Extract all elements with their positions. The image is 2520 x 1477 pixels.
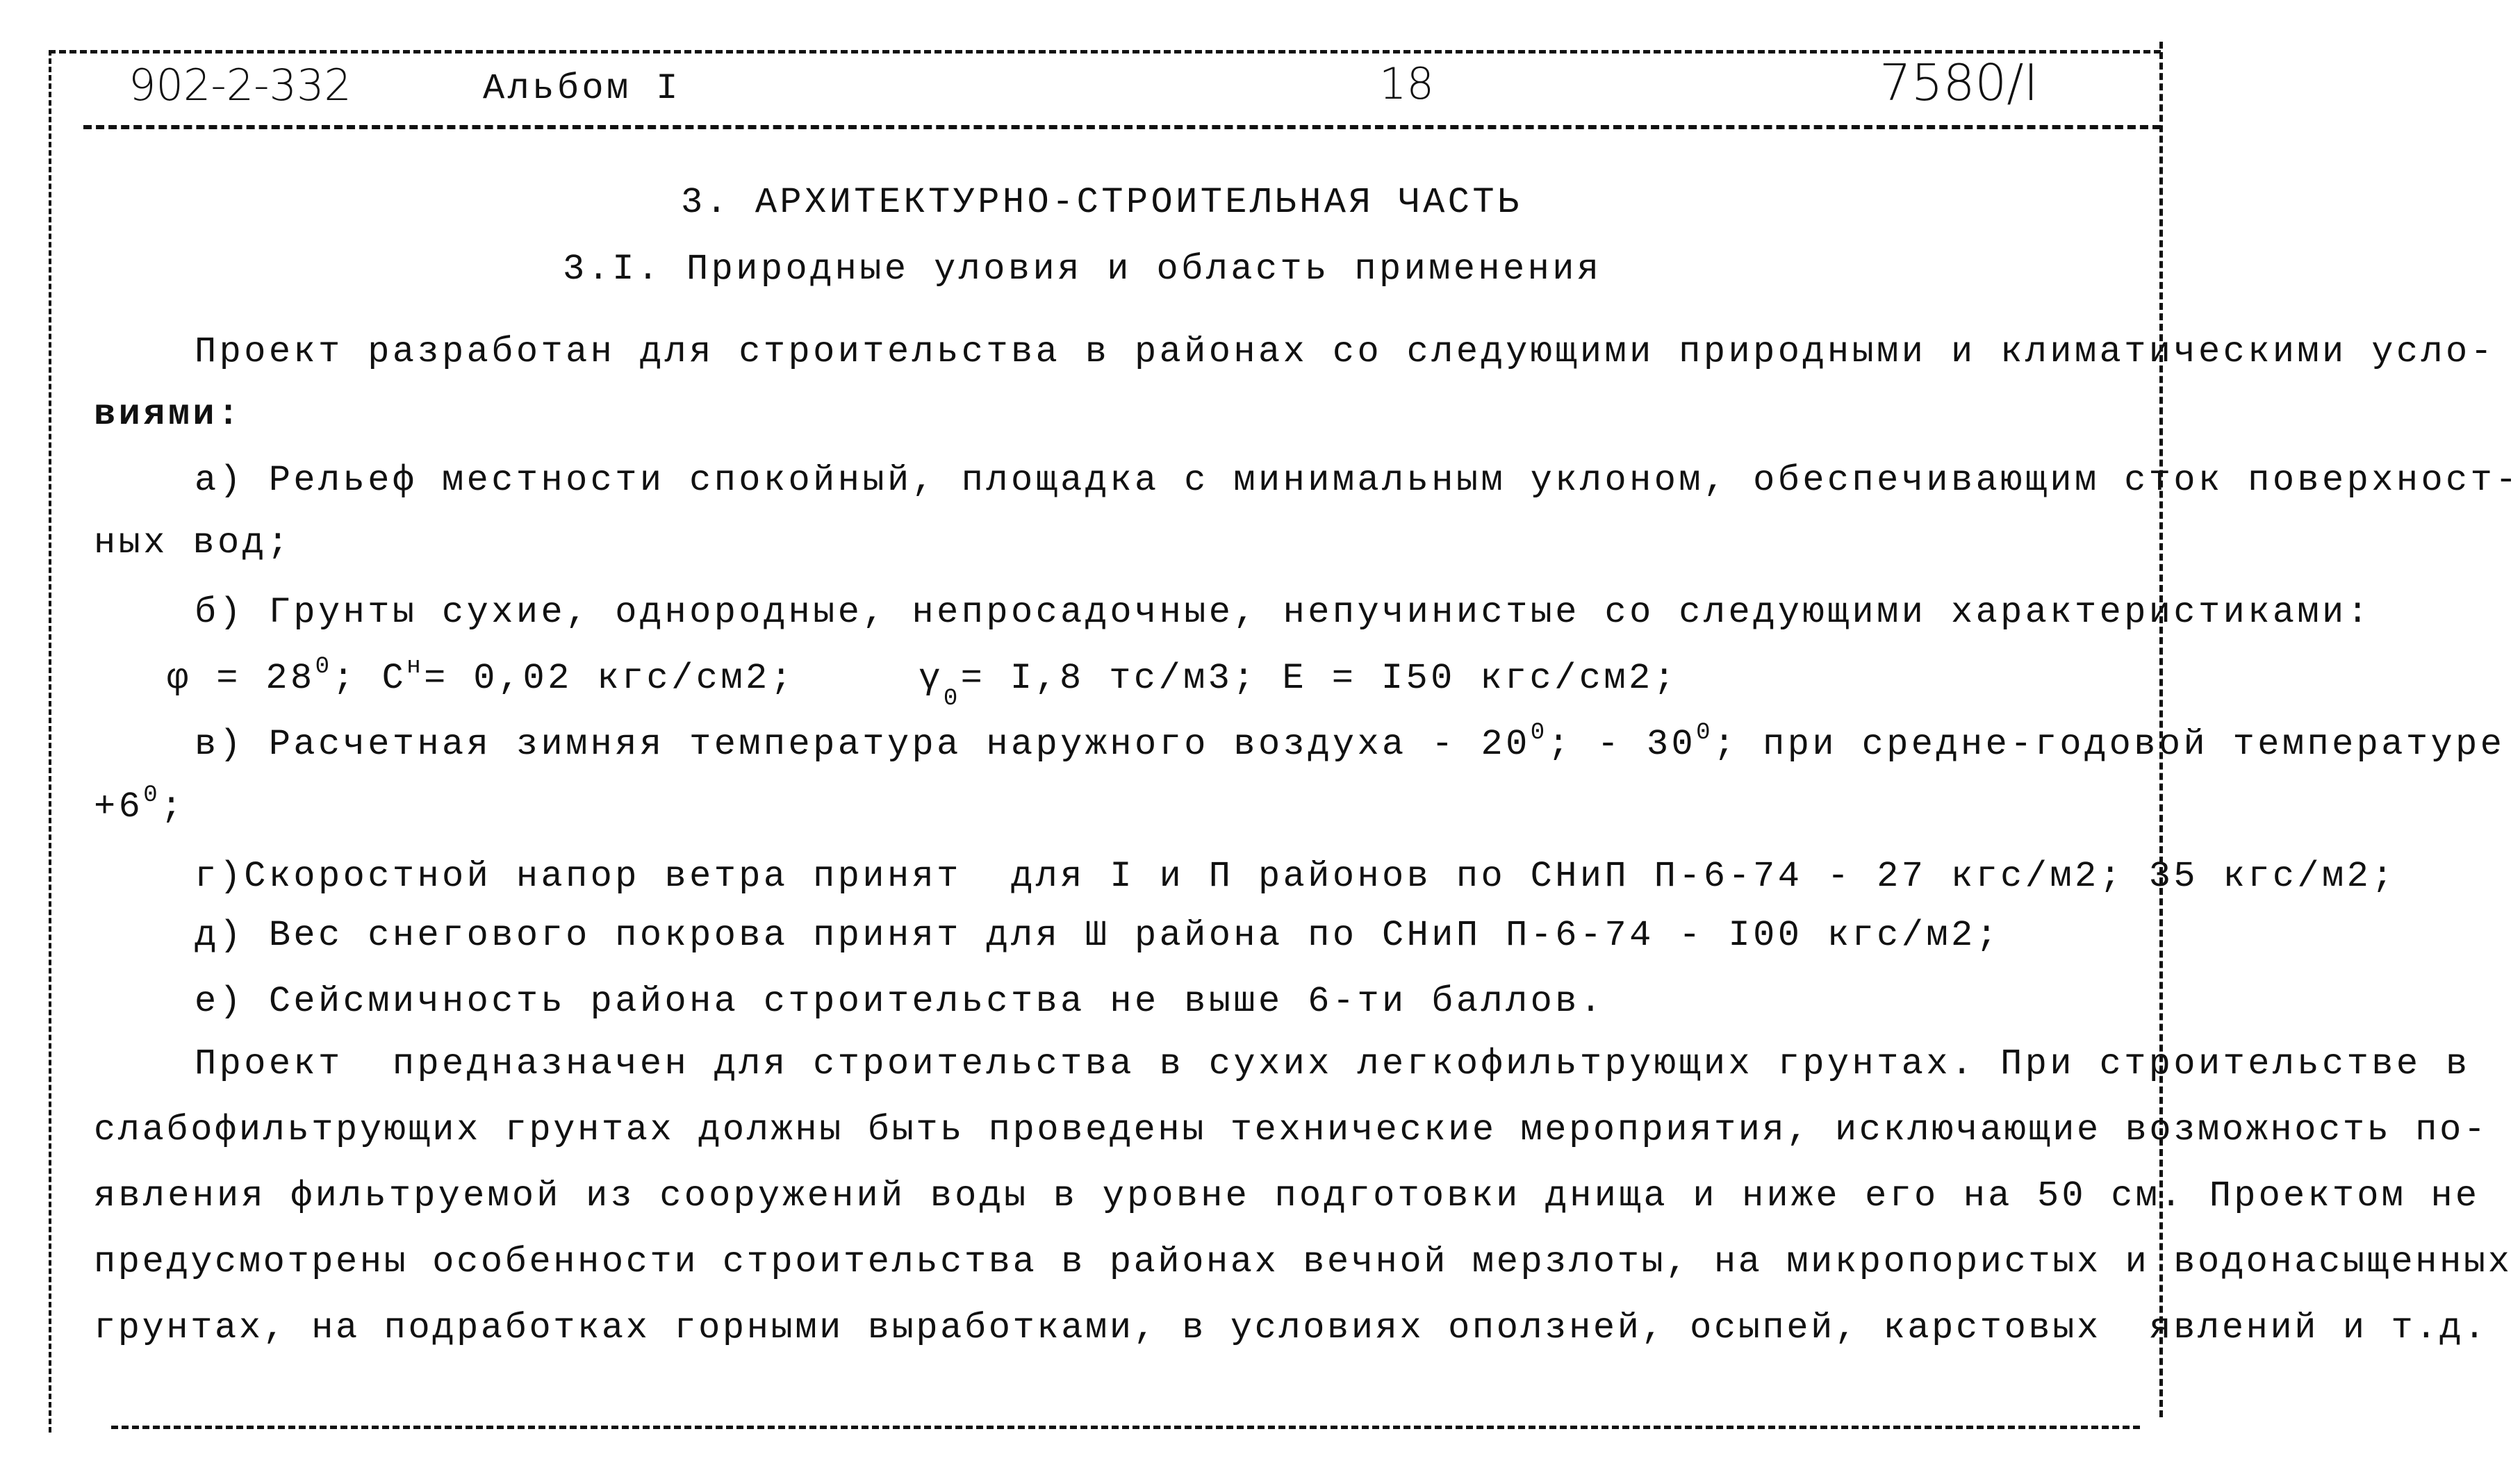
header-divider-line: [83, 125, 2161, 129]
degree-mark: 0: [1530, 720, 1548, 746]
item-v-line-1: [195, 720, 2505, 766]
section-title: 3. АРХИТЕКТУРНО-СТРОИТЕЛЬНАЯ ЧАСТЬ: [681, 182, 1522, 223]
gamma-symbol: γ: [919, 658, 944, 699]
closing-line-4: предусмотрены особенности строительства в районах вечной мерзлоты, на микропористых и водонасыщенных: [94, 1241, 2512, 1282]
closing-line-1: Проект предназначен для строительства в сухих легкофильтрующих грунтах. При строительстве в: [195, 1043, 2471, 1084]
item-v-text: +6: [94, 786, 144, 827]
intro-line-2: виями:: [94, 394, 242, 435]
soil-formula: [167, 654, 1679, 712]
item-d: д) Вес снегового покрова принят для Ш района по СНиП П-6-74 - I00 кгс/м2;: [195, 915, 2001, 956]
phi-value: φ = 28: [167, 658, 315, 699]
degree-mark: 0: [315, 654, 333, 680]
item-b: б) Грунты сухие, однородные, непросадочные, непучинистые со следующими характеристиками:: [195, 592, 2372, 633]
closing-line-5: грунтах, на подработках горными выработками, в условиях оползней, осыпей, карстовых явлений и т.д.: [94, 1307, 2488, 1348]
album-label: Альбом I: [483, 68, 681, 109]
item-a-line-1: а) Рельеф местности спокойный, площадка с минимальным уклоном, обеспечивающим сток поверхност-: [195, 460, 2520, 501]
subsection-title: 3.I. Природные уловия и область применения: [563, 249, 1602, 290]
doc-code: 902-2-332: [129, 60, 352, 110]
degree-mark: 0: [143, 782, 161, 809]
frame-left-line: [49, 50, 51, 1433]
cohesion-value: = 0,02 кгс/см2;: [424, 658, 796, 699]
cohesion-label: ; C: [332, 658, 407, 699]
item-e: е) Сейсмичность района строительства не выше 6-ти баллов.: [195, 981, 1605, 1022]
inventory-number: 7580/I: [1879, 53, 2039, 112]
closing-line-3: явления фильтруемой из сооружений воды в уровне подготовки днища и ниже его на 50 см. Проектом не: [94, 1175, 2480, 1216]
page-number: 18: [1379, 58, 1434, 109]
closing-line-2: слабофильтрующих грунтах должны быть проведены технические мероприятия, исключающие возможность по-: [94, 1109, 2488, 1150]
item-g: г)Скоростной напор ветра принят для I и П районов по СНиП П-6-74 - 27 кгс/м2; 35 кгс/м2;: [195, 856, 2396, 897]
item-v-text: ;: [160, 786, 186, 827]
frame-top-line: [49, 50, 2161, 53]
item-a-line-2: ных вод;: [94, 522, 292, 563]
frame-bottom-line: [111, 1426, 2140, 1429]
item-v-text: в) Расчетная зимняя температура наружного воздуха - 20: [195, 724, 1531, 765]
density-modulus-values: = I,8 тс/м3; E = I50 кгс/см2;: [960, 658, 1679, 699]
degree-mark: 0: [1696, 720, 1713, 746]
cohesion-superscript: н: [406, 654, 425, 680]
intro-line-1: Проект разработан для строительства в районах со следующими природными и климатическими усло-: [195, 331, 2496, 372]
item-v-line-2: [94, 782, 186, 828]
item-v-text: ; - 30: [1547, 724, 1697, 765]
item-v-text: ; при средне-годовой температуре: [1713, 724, 2505, 765]
gamma-subscript: 0: [943, 686, 961, 712]
